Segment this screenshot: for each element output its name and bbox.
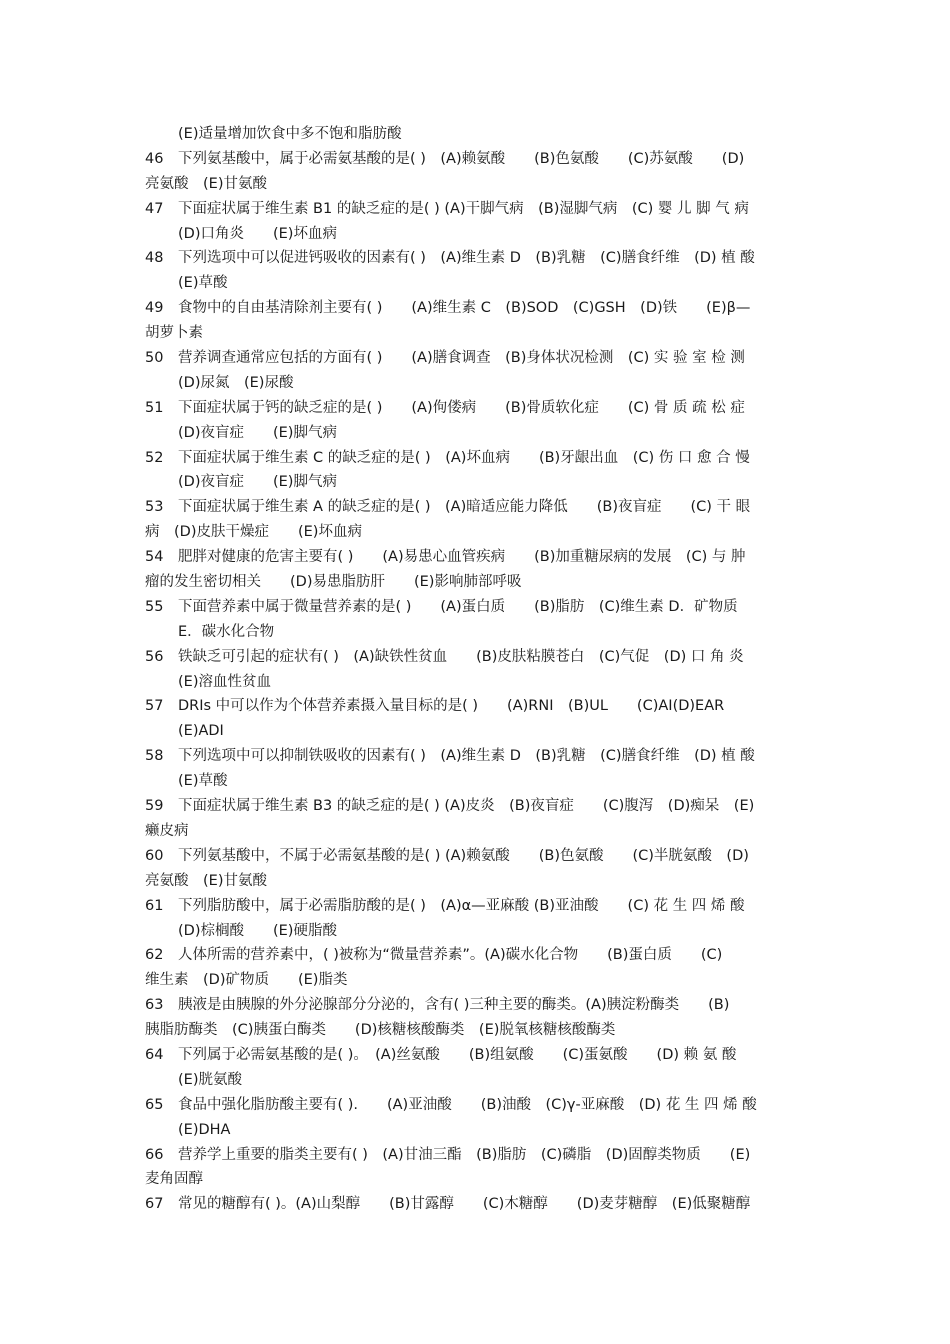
text-line: (D)夜盲症 (E)脚气病 xyxy=(178,474,337,491)
text-line: 50 营养调查通常应包括的方面有( ) (A)膳食调查 (B)身体状况检测 (C) 实 验 室 检 测 xyxy=(145,350,745,367)
text-line: 癞皮病 xyxy=(145,822,189,839)
text-line: 62 人体所需的营养素中，( )被称为“微量营养素”。(A)碳水化合物 (B)蛋白质 (C) xyxy=(145,947,723,964)
text-line: 65 食品中强化脂肪酸主要有( ). (A)亚油酸 (B)油酸 (C)γ-亚麻酸 (D) 花 生 四 烯 酸 xyxy=(145,1096,757,1113)
text-line: 病 (D)皮肤干燥症 (E)坏血病 xyxy=(145,524,362,541)
text-line: 51 下面症状属于钙的缺乏症的是( ) (A)佝偻病 (B)骨质软化症 (C) 骨 质 疏 松 症 xyxy=(145,399,745,416)
text-line: 46 下列氨基酸中，属于必需氨基酸的是( ) (A)赖氨酸 (B)色氨酸 (C)苏氨酸 (D) xyxy=(145,150,745,167)
text-line: (E)溶血性贫血 xyxy=(178,673,271,690)
text-line: 63 胰液是由胰腺的外分泌腺部分分泌的，含有( )三种主要的酶类。(A)胰淀粉酶类 (B) xyxy=(145,997,730,1014)
text-line: 维生素 (D)矿物质 (E)脂类 xyxy=(145,972,348,989)
text-line: 58 下列选项中可以抑制铁吸收的因素有( ) (A)维生素 D (B)乳糖 (C)膳食纤维 (D) 植 酸 xyxy=(145,748,755,765)
text-line: 64 下列属于必需氨基酸的是( )。 (A)丝氨酸 (B)组氨酸 (C)蛋氨酸 (D) 赖 氨 酸 xyxy=(145,1046,737,1063)
text-line: E．碳水化合物 xyxy=(178,623,275,640)
text-line: (D)尿氮 (E)尿酸 xyxy=(178,374,294,391)
text-line: (E)草酸 xyxy=(178,275,228,292)
text-line: (E)DHA xyxy=(178,1121,231,1138)
text-line: (E)胱氨酸 xyxy=(178,1071,242,1088)
text-line: 55 下面营养素中属于微量营养素的是( ) (A)蛋白质 (B)脂肪 (C)维生素 D．矿物质 xyxy=(145,598,738,615)
text-line: 53 下面症状属于维生素 A 的缺乏症的是( ) (A)暗适应能力降低 (B)夜盲症 (C) 干 眼 xyxy=(145,499,751,516)
text-line: 67 常见的糖醇有( )。(A)山梨醇 (B)甘露醇 (C)木糖醇 (D)麦芽糖醇 (E)低聚糖醇 xyxy=(145,1196,751,1213)
text-line: 48 下列选项中可以促进钙吸收的因素有( ) (A)维生素 D (B)乳糖 (C)膳食纤维 (D) 植 酸 xyxy=(145,250,755,267)
text-line: 47 下面症状属于维生素 B1 的缺乏症的是( ) (A)干脚气病 (B)湿脚气病 (C) 婴 儿 脚 气 病 xyxy=(145,200,749,217)
text-line: (D)口角炎 (E)坏血病 xyxy=(178,225,337,242)
text-line: 胰脂肪酶类 (C)胰蛋白酶类 (D)核糖核酸酶类 (E)脱氧核糖核酸酶类 xyxy=(145,1022,616,1039)
text-line: 54 肥胖对健康的危害主要有( ) (A)易患心血管疾病 (B)加重糖尿病的发展 (C) 与 肿 xyxy=(145,549,746,566)
text-line: 瘤的发生密切相关 (D)易患脂肪肝 (E)影响肺部呼吸 xyxy=(145,574,522,591)
text-line: 57 DRIs 中可以作为个体营养素摄入量目标的是( ) (A)RNI (B)UL (C)AI(D)EAR xyxy=(145,698,725,715)
text-line: 麦角固醇 xyxy=(145,1171,203,1188)
text-line: 59 下面症状属于维生素 B3 的缺乏症的是( ) (A)皮炎 (B)夜盲症 (C)腹泻 (D)痴呆 (E) xyxy=(145,798,755,815)
text-line: 49 食物中的自由基清除剂主要有( ) (A)维生素 C (B)SOD (C)GSH (D)铁 (E)β— xyxy=(145,300,751,317)
text-line: (E)ADI xyxy=(178,723,224,740)
text-line: (D)夜盲症 (E)脚气病 xyxy=(178,424,337,441)
text-line: 56 铁缺乏可引起的症状有( ) (A)缺铁性贫血 (B)皮肤粘膜苍白 (C)气促 (D) 口 角 炎 xyxy=(145,648,744,665)
text-line: 60 下列氨基酸中，不属于必需氨基酸的是( ) (A)赖氨酸 (B)色氨酸 (C)半胱氨酸 (D) xyxy=(145,847,749,864)
text-line: 胡萝卜素 xyxy=(145,325,203,342)
text-line: (D)棕榈酸 (E)硬脂酸 xyxy=(178,922,337,939)
text-line: 61 下列脂肪酸中，属于必需脂肪酸的是( ) (A)α—亚麻酸 (B)亚油酸 (C) 花 生 四 烯 酸 xyxy=(145,897,745,914)
text-line: 亮氨酸 (E)甘氨酸 xyxy=(145,872,267,889)
text-line: (E)草酸 xyxy=(178,773,228,790)
text-line: (E)适量增加饮食中多不饱和脂肪酸 xyxy=(178,126,402,142)
text-line: 66 营养学上重要的脂类主要有( ) (A)甘油三酯 (B)脂肪 (C)磷脂 (D)固醇类物质 (E) xyxy=(145,1146,751,1163)
text-line: 52 下面症状属于维生素 C 的缺乏症的是( ) (A)坏血病 (B)牙龈出血 (C) 伤 口 愈 合 慢 xyxy=(145,449,750,466)
text-line: 亮氨酸 (E)甘氨酸 xyxy=(145,175,267,192)
